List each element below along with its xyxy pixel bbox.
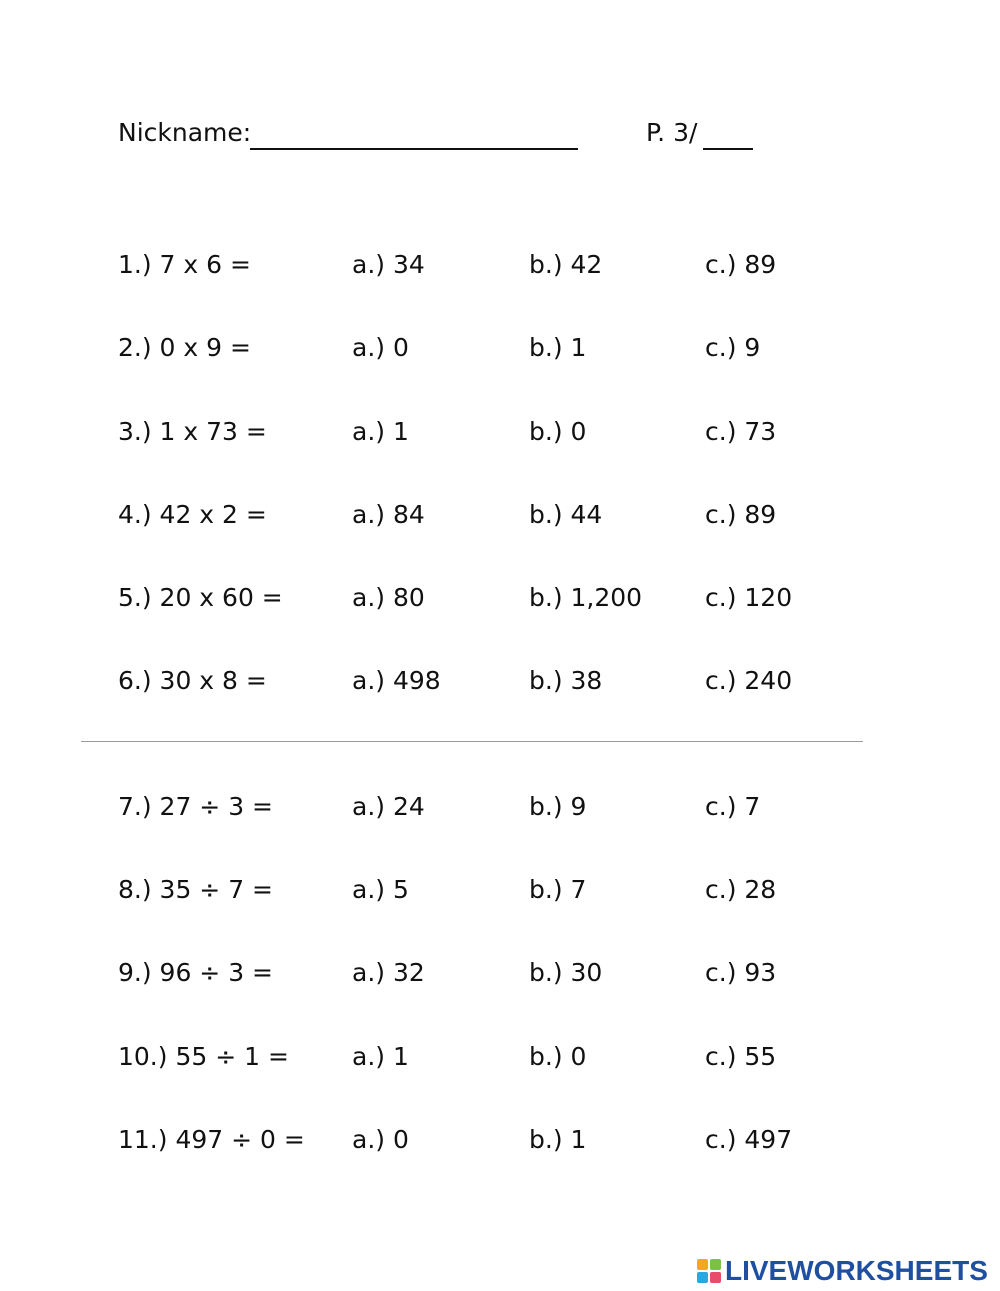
question-text: 5.) 20 x 60 = (118, 583, 283, 612)
question-row (118, 1125, 838, 1161)
option-c[interactable]: c.) 7 (705, 792, 761, 821)
question-row (118, 250, 838, 286)
option-b[interactable]: b.) 1 (529, 333, 587, 362)
page-label: P. 3/ (646, 118, 698, 147)
question-text: 11.) 497 ÷ 0 = (118, 1125, 305, 1154)
option-c[interactable]: c.) 93 (705, 958, 777, 987)
option-a[interactable]: a.) 1 (352, 1042, 409, 1071)
option-b[interactable]: b.) 1 (529, 1125, 587, 1154)
option-b[interactable]: b.) 9 (529, 792, 587, 821)
question-row (118, 666, 838, 702)
liveworksheets-logo-icon (697, 1259, 721, 1283)
option-c[interactable]: c.) 120 (705, 583, 793, 612)
option-b[interactable]: b.) 38 (529, 666, 603, 695)
option-a[interactable]: a.) 0 (352, 1125, 409, 1154)
question-text: 10.) 55 ÷ 1 = (118, 1042, 289, 1071)
liveworksheets-logo (697, 1256, 988, 1286)
question-row (118, 500, 838, 536)
nickname-answer-line[interactable] (250, 148, 578, 150)
option-b[interactable]: b.) 7 (529, 875, 587, 904)
option-a[interactable]: a.) 1 (352, 417, 409, 446)
question-text: 8.) 35 ÷ 7 = (118, 875, 274, 904)
option-c[interactable]: c.) 497 (705, 1125, 793, 1154)
option-c[interactable]: c.) 73 (705, 417, 777, 446)
logo-tile (697, 1272, 708, 1283)
option-a[interactable]: a.) 498 (352, 666, 441, 695)
option-b[interactable]: b.) 0 (529, 417, 587, 446)
option-c[interactable]: c.) 55 (705, 1042, 777, 1071)
option-b[interactable]: b.) 30 (529, 958, 603, 987)
option-b[interactable]: b.) 1,200 (529, 583, 643, 612)
option-a[interactable]: a.) 84 (352, 500, 425, 529)
question-row (118, 417, 838, 453)
question-text: 6.) 30 x 8 = (118, 666, 267, 695)
option-b[interactable]: b.) 42 (529, 250, 603, 279)
option-c[interactable]: c.) 240 (705, 666, 793, 695)
option-b[interactable]: b.) 0 (529, 1042, 587, 1071)
logo-tile (697, 1259, 708, 1270)
option-c[interactable]: c.) 89 (705, 250, 777, 279)
option-c[interactable]: c.) 9 (705, 333, 761, 362)
question-row (118, 583, 838, 619)
question-row (118, 333, 838, 369)
logo-tile (710, 1259, 721, 1270)
option-a[interactable]: a.) 80 (352, 583, 425, 612)
question-text: 7.) 27 ÷ 3 = (118, 792, 274, 821)
option-c[interactable]: c.) 89 (705, 500, 777, 529)
question-row (118, 792, 838, 828)
logo-tile (710, 1272, 721, 1283)
option-c[interactable]: c.) 28 (705, 875, 777, 904)
question-text: 9.) 96 ÷ 3 = (118, 958, 274, 987)
score-blank-line (703, 148, 753, 150)
question-text: 2.) 0 x 9 = (118, 333, 251, 362)
option-a[interactable]: a.) 32 (352, 958, 425, 987)
question-row (118, 1042, 838, 1078)
question-row (118, 958, 838, 994)
nickname-label: Nickname: (118, 118, 252, 147)
worksheet-header (118, 118, 818, 158)
option-a[interactable]: a.) 5 (352, 875, 409, 904)
question-row (118, 875, 838, 911)
option-a[interactable]: a.) 34 (352, 250, 425, 279)
question-text: 3.) 1 x 73 = (118, 417, 267, 446)
question-text: 4.) 42 x 2 = (118, 500, 267, 529)
question-text: 1.) 7 x 6 = (118, 250, 251, 279)
option-b[interactable]: b.) 44 (529, 500, 603, 529)
option-a[interactable]: a.) 0 (352, 333, 409, 362)
option-a[interactable]: a.) 24 (352, 792, 425, 821)
section-divider (81, 741, 863, 742)
logo-text: LIVEWORKSHEETS (725, 1255, 988, 1286)
